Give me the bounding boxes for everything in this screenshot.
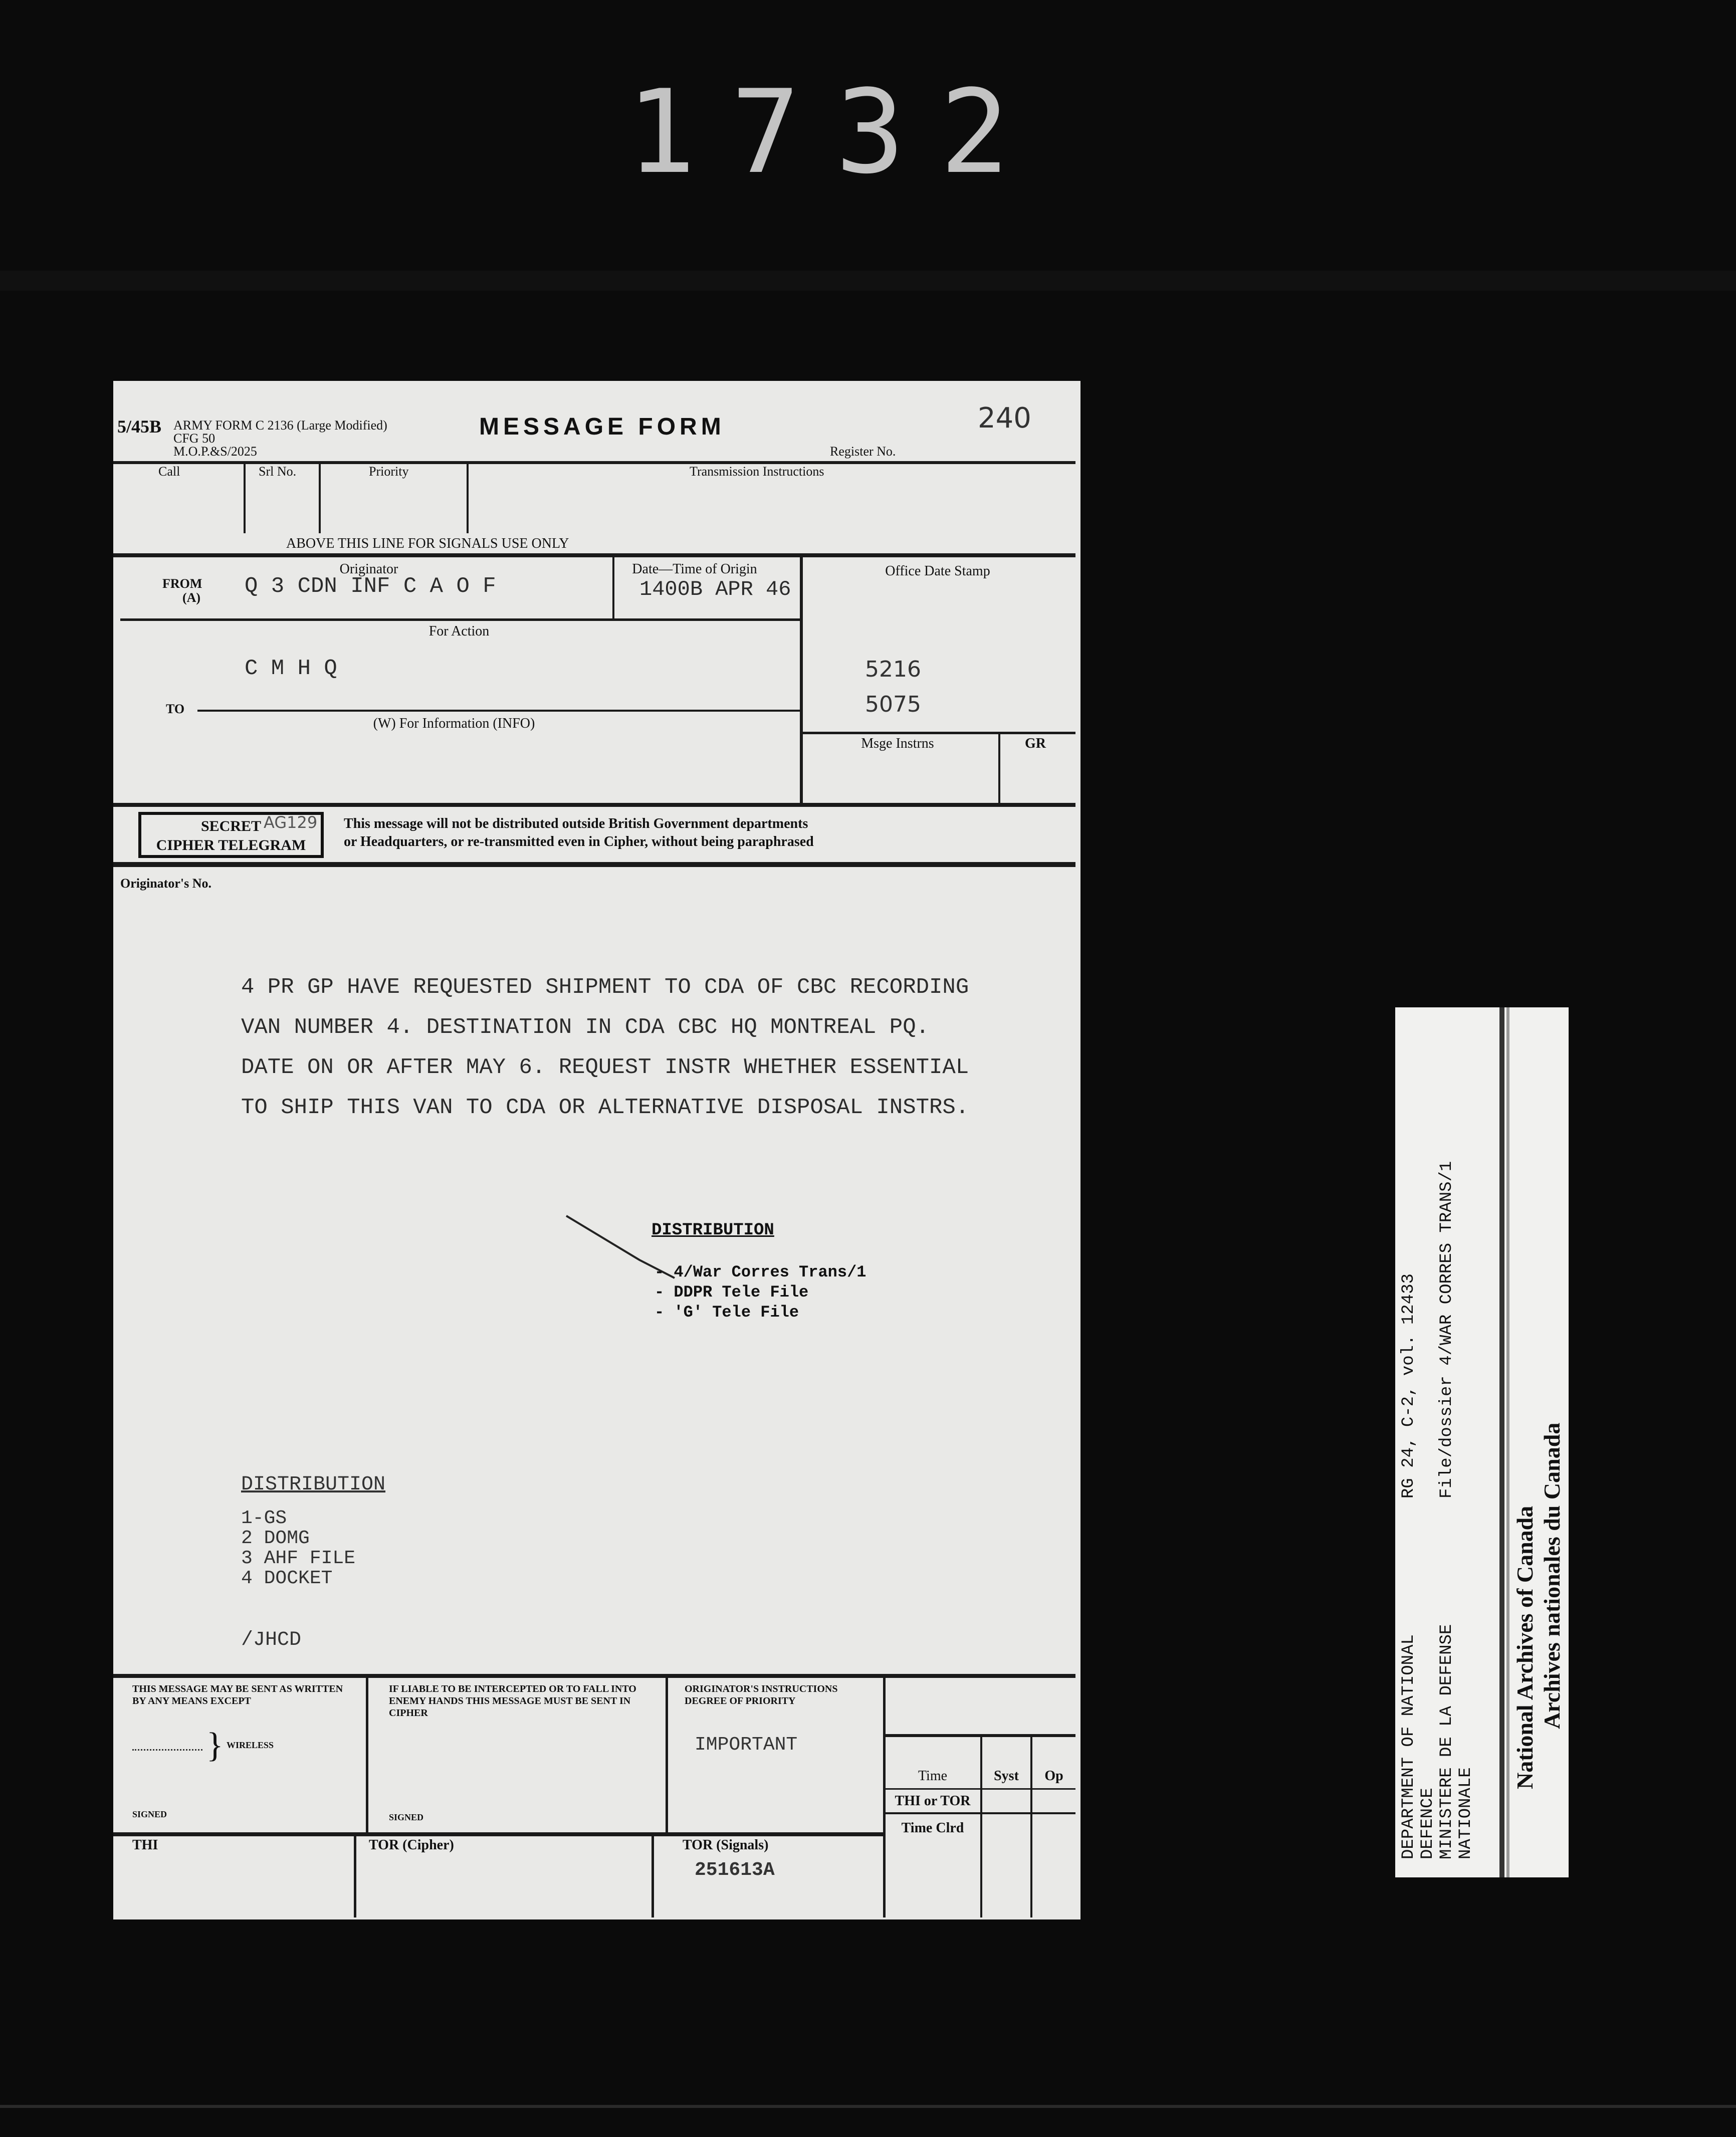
priority-value: IMPORTANT xyxy=(695,1734,798,1756)
register-no-label: Register No. xyxy=(830,444,896,459)
microfilm-frame-number: 1732 xyxy=(626,66,1044,199)
stamp-number-1: 5216 xyxy=(865,657,921,682)
for-action-label: For Action xyxy=(428,623,490,639)
archive-department-line: MINISTERE DE LA DEFENSE xyxy=(1437,1624,1456,1859)
priority-label: Priority xyxy=(369,464,409,479)
rule xyxy=(120,618,802,621)
message-line: DATE ON OR AFTER MAY 6. REQUEST INSTR WHETHER ESSENTIAL xyxy=(241,1055,969,1080)
cfg-label: CFG 50 xyxy=(173,431,215,446)
date-time-value: 1400B APR 46 xyxy=(639,577,791,601)
rule xyxy=(612,556,614,618)
from-value: Q 3 CDN INF C A O F xyxy=(245,574,496,599)
archive-divider xyxy=(1506,1007,1509,1877)
tor-signals-value: 251613A xyxy=(695,1859,775,1881)
tor-cipher-label: TOR (Cipher) xyxy=(369,1837,454,1853)
transmission-instructions-label: Transmission Instructions xyxy=(690,464,824,479)
archive-divider xyxy=(1499,1007,1504,1877)
rule xyxy=(883,1788,1075,1790)
paraphrase-notice-1: This message will not be distributed outside British Government departments xyxy=(344,816,808,831)
rule xyxy=(113,1674,1075,1678)
archive-department-line: DEPARTMENT OF NATIONAL xyxy=(1399,1634,1418,1859)
form-code: 5/45B xyxy=(117,416,162,437)
rule xyxy=(800,556,803,804)
distribution-stamp-item: - 'G' Tele File xyxy=(655,1303,799,1322)
wireless-dotted-line xyxy=(132,1749,202,1751)
rule xyxy=(980,1736,982,1917)
paraphrase-notice-2: or Headquarters, or re-transmitted even in Cipher, without being paraphrased xyxy=(344,834,814,849)
rule xyxy=(802,732,1075,734)
rule xyxy=(113,1832,885,1836)
rule xyxy=(666,1677,668,1834)
rule xyxy=(197,710,801,712)
signed-label-2: SIGNED xyxy=(389,1812,424,1822)
thi-or-tor-label: THI or TOR xyxy=(895,1793,971,1809)
archive-record-group: RG 24, C-2, vol. 12433 xyxy=(1399,1273,1418,1499)
to-value: C M H Q xyxy=(245,656,337,681)
archives-name-en: National Archives of Canada xyxy=(1512,1506,1538,1789)
originators-no-label: Originator's No. xyxy=(120,876,211,891)
archives-name-fr: Archives nationales du Canada xyxy=(1539,1422,1565,1729)
srl-no-label: Srl No. xyxy=(259,464,297,479)
archive-department-line: DEFENCE xyxy=(1418,1788,1437,1859)
written-instructions: THIS MESSAGE MAY BE SENT AS WRITTEN BY ANY MEANS EXCEPT xyxy=(132,1683,343,1706)
msge-instrns-label: Msge Instrns xyxy=(861,736,934,751)
cipher-instructions: IF LIABLE TO BE INTERCEPTED OR TO FALL INTO ENEMY HANDS THIS MESSAGE MUST BE SENT IN CIPHER xyxy=(389,1683,636,1719)
rule xyxy=(113,461,1075,464)
from-sub-label: (A) xyxy=(182,590,201,605)
rule xyxy=(319,463,321,533)
background-band-bottom xyxy=(0,2105,1736,2108)
message-line: TO SHIP THIS VAN TO CDA OR ALTERNATIVE DISPOSAL INSTRS. xyxy=(241,1095,969,1120)
distribution-list-item: 1-GS xyxy=(241,1508,287,1529)
rule xyxy=(113,803,1075,807)
time-clrd-label: Time Clrd xyxy=(901,1820,964,1836)
call-label: Call xyxy=(158,464,180,479)
form-title: MESSAGE FORM xyxy=(479,413,725,440)
op-label: Op xyxy=(1044,1768,1063,1784)
distribution-list-item: 3 AHF FILE xyxy=(241,1548,356,1569)
distribution-list-item: 2 DOMG xyxy=(241,1528,310,1549)
archive-label-card xyxy=(1395,1007,1569,1877)
rule xyxy=(244,463,246,533)
initials: /JHCD xyxy=(241,1629,302,1651)
secret-label: SECRET xyxy=(200,818,262,834)
printer-label: M.O.P.&S/2025 xyxy=(173,444,257,459)
thi-label: THI xyxy=(132,1837,158,1853)
army-form-label: ARMY FORM C 2136 (Large Modified) xyxy=(173,418,387,433)
gr-label: GR xyxy=(1025,736,1046,751)
rule xyxy=(467,463,469,533)
to-label: TO xyxy=(166,702,185,716)
archive-department-line: NATIONALE xyxy=(1456,1767,1475,1859)
distribution-stamp-item: - 4/War Corres Trans/1 xyxy=(655,1263,866,1281)
cipher-telegram-label: CIPHER TELEGRAM xyxy=(156,837,306,853)
signals-use-line: ABOVE THIS LINE FOR SIGNALS USE ONLY xyxy=(286,536,569,551)
message-form-page xyxy=(113,381,1080,1919)
message-line: 4 PR GP HAVE REQUESTED SHIPMENT TO CDA OF CBC RECORDING xyxy=(241,975,969,1000)
distribution-list-heading: DISTRIBUTION xyxy=(241,1473,386,1496)
originators-instructions: ORIGINATOR'S INSTRUCTIONS DEGREE OF PRIORITY xyxy=(685,1683,838,1706)
rule xyxy=(883,1734,1075,1737)
rule xyxy=(113,553,1075,557)
distribution-stamp-item: - DDPR Tele File xyxy=(655,1283,809,1302)
rule xyxy=(113,862,1075,867)
office-date-stamp-label: Office Date Stamp xyxy=(885,563,990,579)
rule xyxy=(652,1834,654,1917)
wireless-brace: } xyxy=(206,1726,224,1765)
rule xyxy=(1030,1736,1032,1917)
time-label: Time xyxy=(918,1768,948,1784)
tor-signals-label: TOR (Signals) xyxy=(683,1837,769,1853)
distribution-list-item: 4 DOCKET xyxy=(241,1568,333,1589)
originator-label: Originator xyxy=(339,561,398,577)
secret-reference: AG129 xyxy=(264,813,318,832)
stamp-number-2: 5075 xyxy=(865,692,921,717)
signed-label: SIGNED xyxy=(132,1809,167,1819)
archive-file-reference: File/dossier 4/WAR CORRES TRANS/1 xyxy=(1437,1161,1456,1499)
wireless-label: WIRELESS xyxy=(227,1740,274,1750)
rule xyxy=(366,1677,368,1834)
date-time-label: Date—Time of Origin xyxy=(632,561,757,577)
message-body xyxy=(241,967,969,1128)
background-band-top xyxy=(0,271,1736,291)
info-label: (W) For Information (INFO) xyxy=(373,716,535,731)
rule xyxy=(883,1812,1075,1814)
distribution-stamp-heading: DISTRIBUTION xyxy=(652,1221,774,1240)
from-label: FROM xyxy=(162,576,202,591)
rule xyxy=(998,733,1000,804)
message-line: VAN NUMBER 4. DESTINATION IN CDA CBC HQ MONTREAL PQ. xyxy=(241,1015,930,1040)
syst-label: Syst xyxy=(994,1768,1019,1784)
rule xyxy=(354,1834,356,1917)
page-number: 240 xyxy=(978,402,1031,435)
